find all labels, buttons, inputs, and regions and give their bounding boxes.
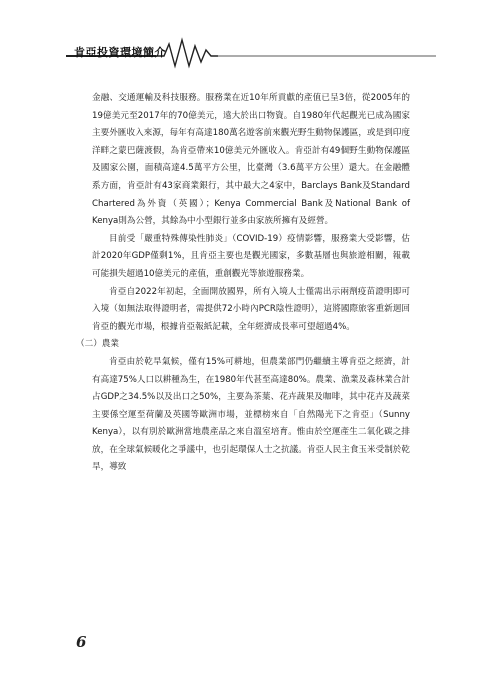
paragraph-reopening: 肯亞自2022年初起，全面開放國界，所有入境人士僅需出示兩劑疫苗證明即可入境（如無法取得證明者，需提供72小時內PCR陰性證明），這將國際旅客重新迴回肯亞的觀光市場，根據肯亞報紙記載，全年經濟成長率可望超過4%。 — [92, 286, 410, 332]
page-header — [0, 34, 480, 70]
page-number: 6 — [76, 633, 87, 651]
paragraph-services: 金融、交通運輸及科技服務。服務業在近10年所貢獻的產值已呈3倍，從2005年的19億美元至2017年的70億美元，遠大於出口物資。自1980年代起觀光已成為國家主要外匯收入來源，每年有高達180萬名遊客前來觀光野生動物保護區，或是到印度洋畔之蒙巴薩渡假，為肯亞帶來10億美元外匯收入。肯亞計有49個野生動物保護區及國家公園，面積高達4.5萬平方公里，比臺灣（3.6萬平方公里）還大。在金融體系方面，肯亞計有43家商業銀行，其中最大之4家中，Barclays Bank及Standard Chartered為外資（英國）；Kenya Commercial Bank及National Bank of Kenya則為公營，其餘為中小型銀行並多由家族所擁有及經營。 — [92, 93, 410, 227]
paragraph-covid-impact: 目前受「嚴重特殊傳染性肺炎」（COVID-19）疫情影響，服務業大受影響，估計2020年GDP僅剩1%，且肯亞主要也是觀光國家，多數基層也與旅遊相關，報載可能損失超過10億美元的產值，重創觀光等旅遊服務業。 — [92, 233, 410, 279]
section-heading-agriculture: （二）農業 — [76, 339, 119, 350]
paragraph-agriculture: 肯亞由於乾旱氣候，僅有15%可耕地，但農業部門仍繼續主導肯亞之經濟，計有高達75%人口以耕種為生，在1980年代甚至高達80%。農業、漁業及森林業合計占GDP之34.5%以及出口之50%，主要為茶葉、花卉蔬果及咖啡，其中花卉及蔬菜主要係空運至荷蘭及英國等歐洲市場，並標榜來自「自然陽光下之肯亞」（Sunny Kenya），以有別於歐洲當地農產品之來自溫室培育。惟由於空運產生二氧化碳之排放，在全球氣候暖化之爭議中，也引起環保人士之抗議。肯亞人民主食玉米受制於乾旱，導致 — [92, 356, 410, 473]
header-title: 肯亞投資環境簡介 — [74, 46, 166, 59]
page-body — [76, 90, 410, 477]
